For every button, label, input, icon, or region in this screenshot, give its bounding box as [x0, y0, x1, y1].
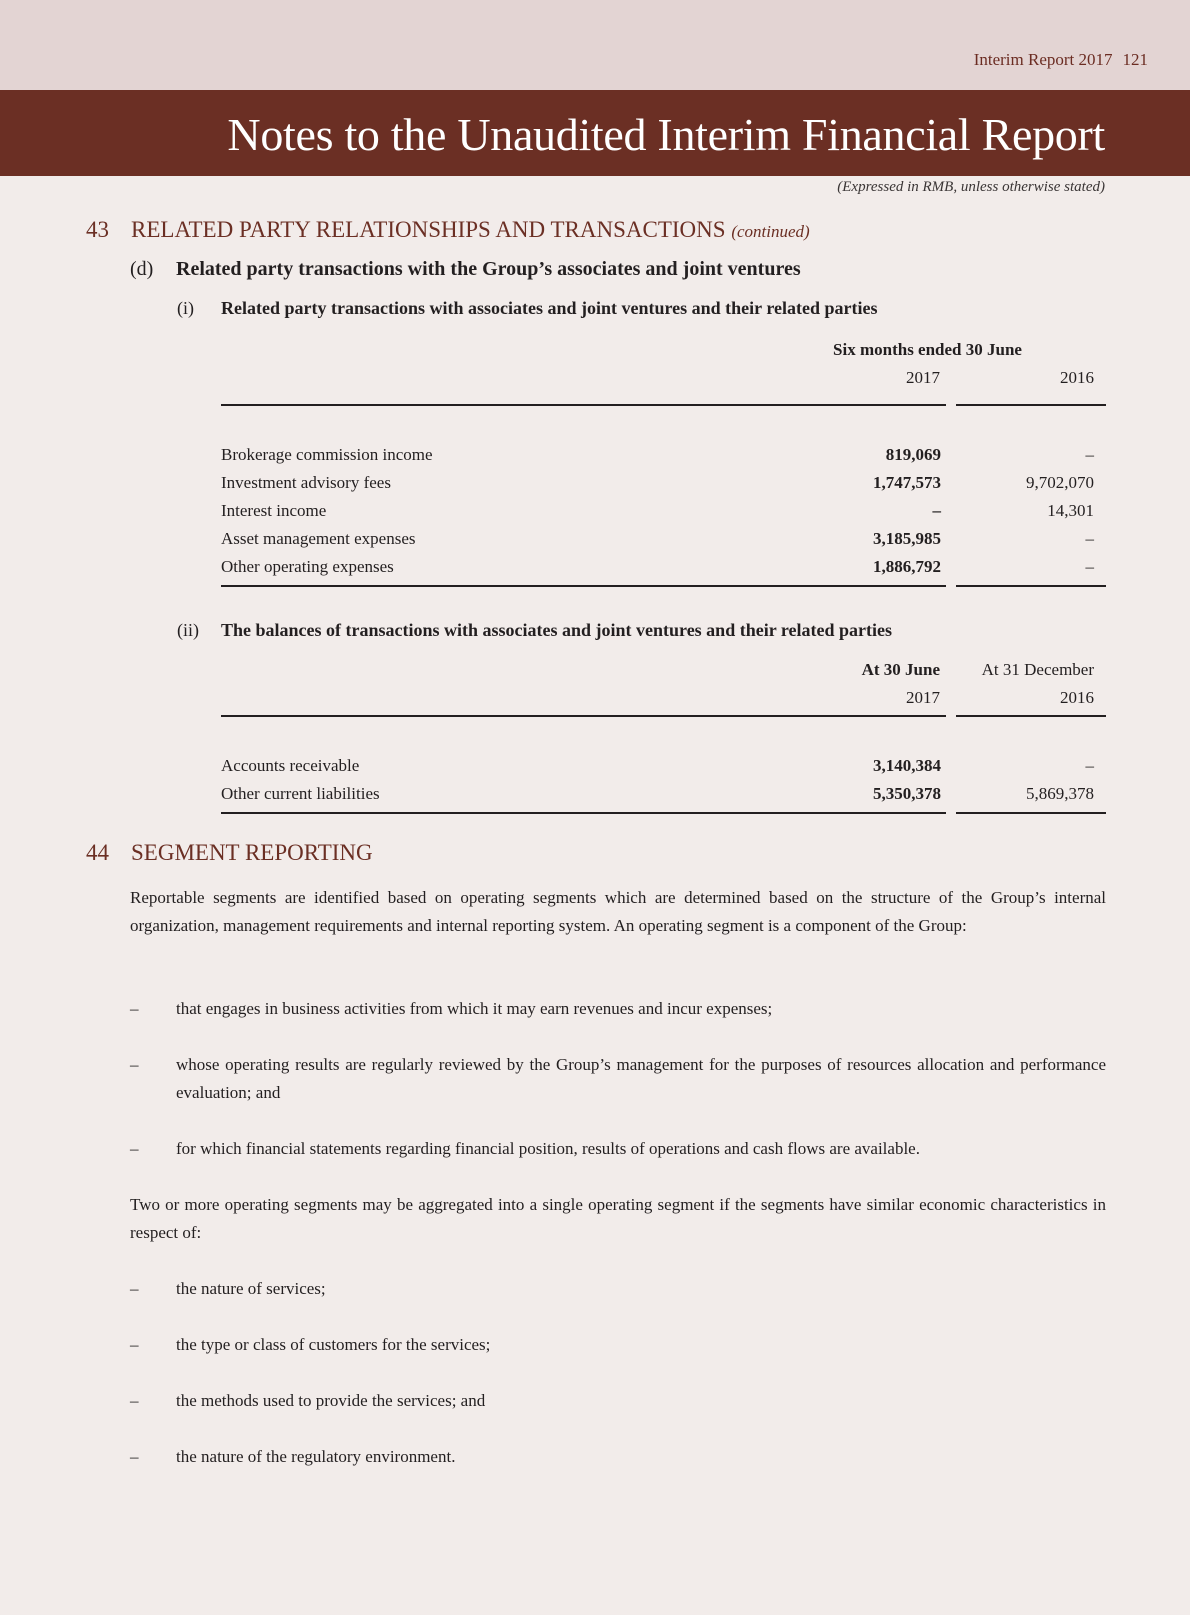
- bullet-text: the type or class of customers for the services;: [176, 1335, 491, 1354]
- row-label: Asset management expenses: [221, 529, 416, 548]
- dash-marker: –: [130, 999, 139, 1018]
- row-label: Other operating expenses: [221, 557, 394, 576]
- value-2016: –: [1085, 557, 1094, 576]
- column-header-2017: 2017: [906, 368, 940, 387]
- table-row: [221, 473, 1106, 501]
- section-number: 43: [86, 217, 109, 242]
- title-band: [0, 90, 1190, 176]
- table-row: [221, 529, 1106, 557]
- dash-marker: –: [130, 1279, 139, 1298]
- table-rule: [221, 812, 1106, 814]
- dash-marker: –: [130, 1139, 139, 1158]
- column-header-2016-line1: At 31 December: [981, 660, 1094, 679]
- row-label: Accounts receivable: [221, 756, 360, 775]
- subsection-ii-heading: [177, 620, 892, 641]
- running-head: [974, 50, 1148, 70]
- value-2016: –: [1085, 445, 1094, 464]
- value-2017: 819,069: [885, 445, 941, 464]
- bullet-text: for which financial statements regarding financial position, results of operations and cash flows are available.: [176, 1139, 920, 1158]
- row-label: Brokerage commission income: [221, 445, 433, 464]
- page-title: Notes to the Unaudited Interim Financial Report: [227, 109, 1105, 160]
- value-2016: 5,869,378: [1026, 784, 1094, 803]
- paragraph: Two or more operating segments may be aggregated into a single operating segment if the segments have similar economic characteristics in respect of:: [130, 1195, 1106, 1242]
- bullet-text: the nature of the regulatory environment.: [176, 1447, 456, 1466]
- rule-gap: [946, 403, 956, 407]
- bullet-item: [130, 1051, 1106, 1107]
- table-row: [221, 557, 1106, 585]
- section-43-heading: [86, 217, 810, 243]
- column-header-2017-line1: At 30 June: [861, 660, 940, 679]
- table-row: [221, 756, 1106, 784]
- subsection-i-heading: [177, 298, 877, 319]
- bullet-item: [130, 1443, 1106, 1471]
- subsection-label: (ii): [177, 620, 199, 640]
- rule-gap: [946, 811, 956, 815]
- bullet-text: the methods used to provide the services; and: [176, 1391, 486, 1410]
- value-2017: 3,140,384: [873, 756, 941, 775]
- section-title: RELATED PARTY RELATIONSHIPS AND TRANSACTIONS: [131, 217, 726, 242]
- value-2017: 3,185,985: [873, 529, 941, 548]
- header-band: [0, 0, 1190, 90]
- page-number: 121: [1122, 50, 1148, 69]
- value-2017: –: [932, 501, 941, 520]
- bullet-item: [130, 1275, 1106, 1303]
- section-title: SEGMENT REPORTING: [131, 840, 373, 865]
- section-number: 44: [86, 840, 109, 865]
- bullet-item: [130, 1135, 1106, 1163]
- subsection-title: Related party transactions with the Group’s associates and joint ventures: [176, 258, 801, 280]
- dash-marker: –: [130, 1391, 139, 1410]
- bullet-item: [130, 995, 1106, 1023]
- rule-gap: [946, 714, 956, 718]
- value-2016: –: [1085, 529, 1094, 548]
- table-rule: [221, 585, 1106, 587]
- row-label: Interest income: [221, 501, 327, 520]
- table-row: [221, 501, 1106, 529]
- subsection-label: (i): [177, 298, 194, 318]
- subsection-title: Related party transactions with associates and joint ventures and their related parties: [221, 298, 878, 318]
- dash-marker: –: [130, 1447, 139, 1466]
- page-subtitle: (Expressed in RMB, unless otherwise stated): [837, 179, 1105, 195]
- row-label: Other current liabilities: [221, 784, 380, 803]
- column-header-2016: 2016: [1060, 368, 1094, 387]
- value-2016: 14,301: [1047, 501, 1094, 520]
- subsection-d-heading: [130, 258, 801, 281]
- column-header-2017-line2: 2017: [906, 688, 940, 707]
- value-2017: 1,886,792: [873, 557, 941, 576]
- bullet-item: [130, 1387, 1106, 1415]
- bullet-text: the nature of services;: [176, 1279, 326, 1298]
- column-header-2016-line2: 2016: [1060, 688, 1094, 707]
- bullet-text: whose operating results are regularly reviewed by the Group’s management for the purposes of resources allocation and performance evaluation; and: [176, 1055, 1106, 1102]
- value-2016: –: [1085, 756, 1094, 775]
- report-name: Interim Report 2017: [973, 50, 1113, 69]
- row-label: Investment advisory fees: [221, 473, 391, 492]
- subsection-label: (d): [130, 258, 154, 280]
- bullet-text: that engages in business activities from which it may earn revenues and incur expenses;: [176, 999, 773, 1018]
- dash-marker: –: [130, 1055, 139, 1074]
- table-rule: [221, 715, 1106, 717]
- rule-gap: [946, 584, 956, 588]
- table-row: [221, 445, 1106, 473]
- value-2017: 1,747,573: [873, 473, 941, 492]
- period-header: Six months ended 30 June: [833, 340, 1022, 359]
- table-rule: [221, 404, 1106, 406]
- value-2017: 5,350,378: [873, 784, 941, 803]
- dash-marker: –: [130, 1335, 139, 1354]
- bullet-item: [130, 1331, 1106, 1359]
- section-44-heading: [86, 840, 373, 866]
- value-2016: 9,702,070: [1026, 473, 1094, 492]
- table-row: [221, 784, 1106, 812]
- subsection-title: The balances of transactions with associates and joint ventures and their related parties: [221, 620, 893, 640]
- paragraph: Reportable segments are identified based on operating segments which are determined based on the structure of the Group’s internal organization, management requirements and internal reporting system. An operating segment is a component of the Group:: [130, 888, 1106, 935]
- continued-note: (continued): [731, 222, 810, 241]
